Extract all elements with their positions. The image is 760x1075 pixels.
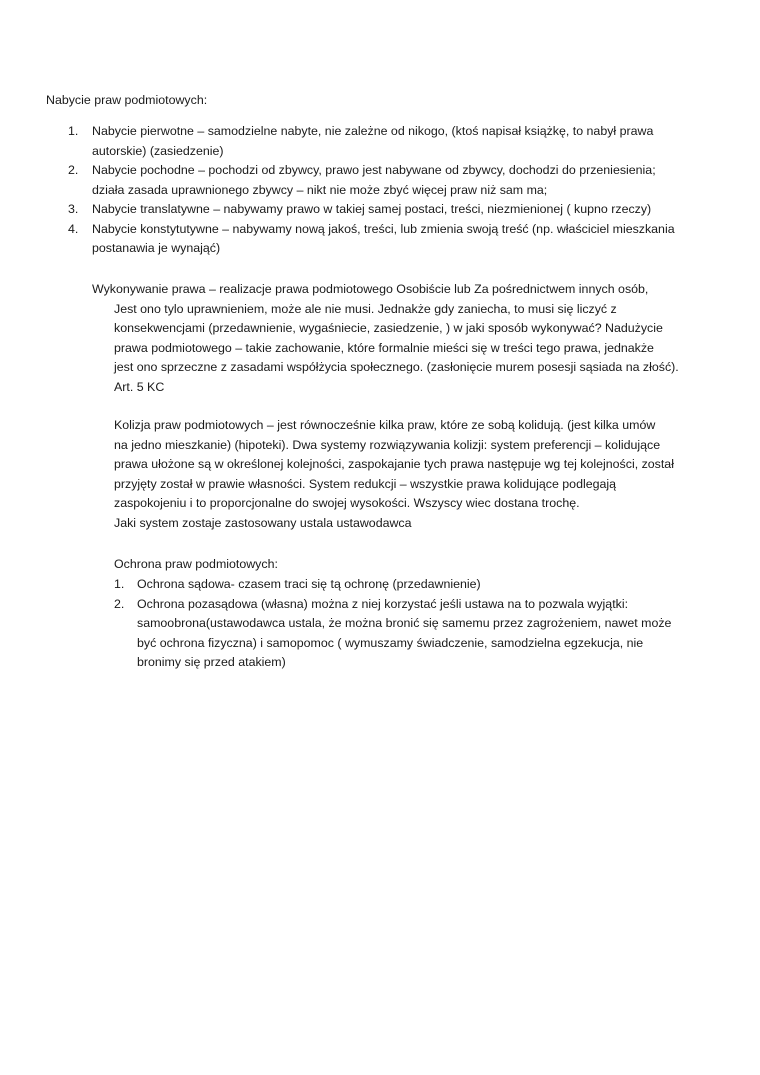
list-text-line: Nabycie translatywne – nabywamy prawo w takiej samej postaci, treści, niezmienionej ( kupno rzeczy) <box>92 202 652 216</box>
list-text-line: autorskie) (zasiedzenie) <box>92 143 224 158</box>
list-item <box>0 595 700 673</box>
list-item <box>0 200 700 220</box>
paragraph-line: zaspokojeniu i to proporcjonalne do swojej wysokości. Wszyscy wiec dostana trochę. <box>114 496 580 510</box>
list-text-line: postanawia je wynająć) <box>92 241 221 255</box>
list-item <box>0 220 700 259</box>
list-number: 1. <box>68 124 79 138</box>
list-number: 1. <box>114 577 125 591</box>
exercise-paragraph <box>92 280 692 397</box>
paragraph-line: konsekwencjami (przedawnienie, wygaśniecie, zasiedzenie, ) w jaki sposób wykonywać? Nadużycie <box>114 321 663 335</box>
paragraph-line: Wykonywanie prawa – realizacje prawa podmiotowego Osobiście lub Za pośrednictwem innych osób, <box>92 282 649 296</box>
paragraph-line: Kolizja praw podmiotowych – jest równocześnie kilka praw, które ze sobą kolidują. (jest kilka umów <box>114 418 656 432</box>
list-number: 2. <box>114 596 125 611</box>
protection-list <box>0 575 700 673</box>
collision-paragraph <box>114 416 704 533</box>
paragraph-line: prawa ułożone są w określonej kolejności, zaspokajanie tych prawa następuje wg tej kolejności, został <box>114 457 674 471</box>
paragraph-line: przyjęty został w prawie własności. System redukcji – wszystkie prawa kolidujące podlegają <box>114 476 617 491</box>
paragraph-line: na jedno mieszkanie) (hipoteki). Dwa systemy rozwiązywania kolizji: system preferencji – kolidujące <box>114 437 661 452</box>
list-text-line: Nabycie pierwotne – samodzielne nabyte, nie zależne od nikogo, (ktoś napisał książkę, to nabył prawa <box>92 124 654 138</box>
paragraph-line: jest ono sprzeczne z zasadami współżycia społecznego. (zasłonięcie murem posesji sąsiada na złość). <box>114 360 679 374</box>
list-number: 2. <box>68 163 79 177</box>
paragraph-line: Art. 5 KC <box>114 379 165 394</box>
list-text-line: samoobrona(ustawodawca ustala, że można bronić się samemu przez zagrożeniem, nawet może <box>137 616 672 630</box>
list-text-line: działa zasada uprawnionego zbywcy – nikt nie może zbyć więcej praw niż sam ma; <box>92 182 548 197</box>
list-text-line: Ochrona pozasądowa (własna) można z niej korzystać jeśli ustawa na to pozwala wyjątki: <box>137 596 629 611</box>
section-heading: Nabycie praw podmiotowych: <box>46 93 208 107</box>
paragraph-line: Jest ono tylo uprawnieniem, może ale nie musi. Jednakże gdy zaniecha, to musi się liczyć z <box>114 301 617 316</box>
acquisition-list <box>0 122 700 259</box>
protection-heading: Ochrona praw podmiotowych: <box>114 557 278 571</box>
paragraph-line: Jaki system zostaje zastosowany ustala ustawodawca <box>114 515 412 530</box>
list-text-line: Nabycie konstytutywne – nabywamy nową jakoś, treści, lub zmienia swoją treść (np. właściciel mieszkania <box>92 221 675 236</box>
list-text-line: Nabycie pochodne – pochodzi od zbywcy, prawo jest nabywane od zbywcy, dochodzi do przeniesienia; <box>92 163 656 177</box>
list-item <box>0 575 700 595</box>
list-number: 4. <box>68 221 79 236</box>
list-text-line: bronimy się przed atakiem) <box>137 655 286 669</box>
list-text-line: być ochrona fizyczna) i samopomoc ( wymuszamy świadczenie, samodzielna egzekucja, nie <box>137 635 644 650</box>
list-item <box>0 161 700 200</box>
list-item <box>0 122 700 161</box>
paragraph-line: prawa podmiotowego – takie zachowanie, które formalnie mieści się w treści tego prawa, jednakże <box>114 340 654 355</box>
list-text-line: Ochrona sądowa- czasem traci się tą ochronę (przedawnienie) <box>137 577 481 591</box>
list-number: 3. <box>68 202 79 216</box>
